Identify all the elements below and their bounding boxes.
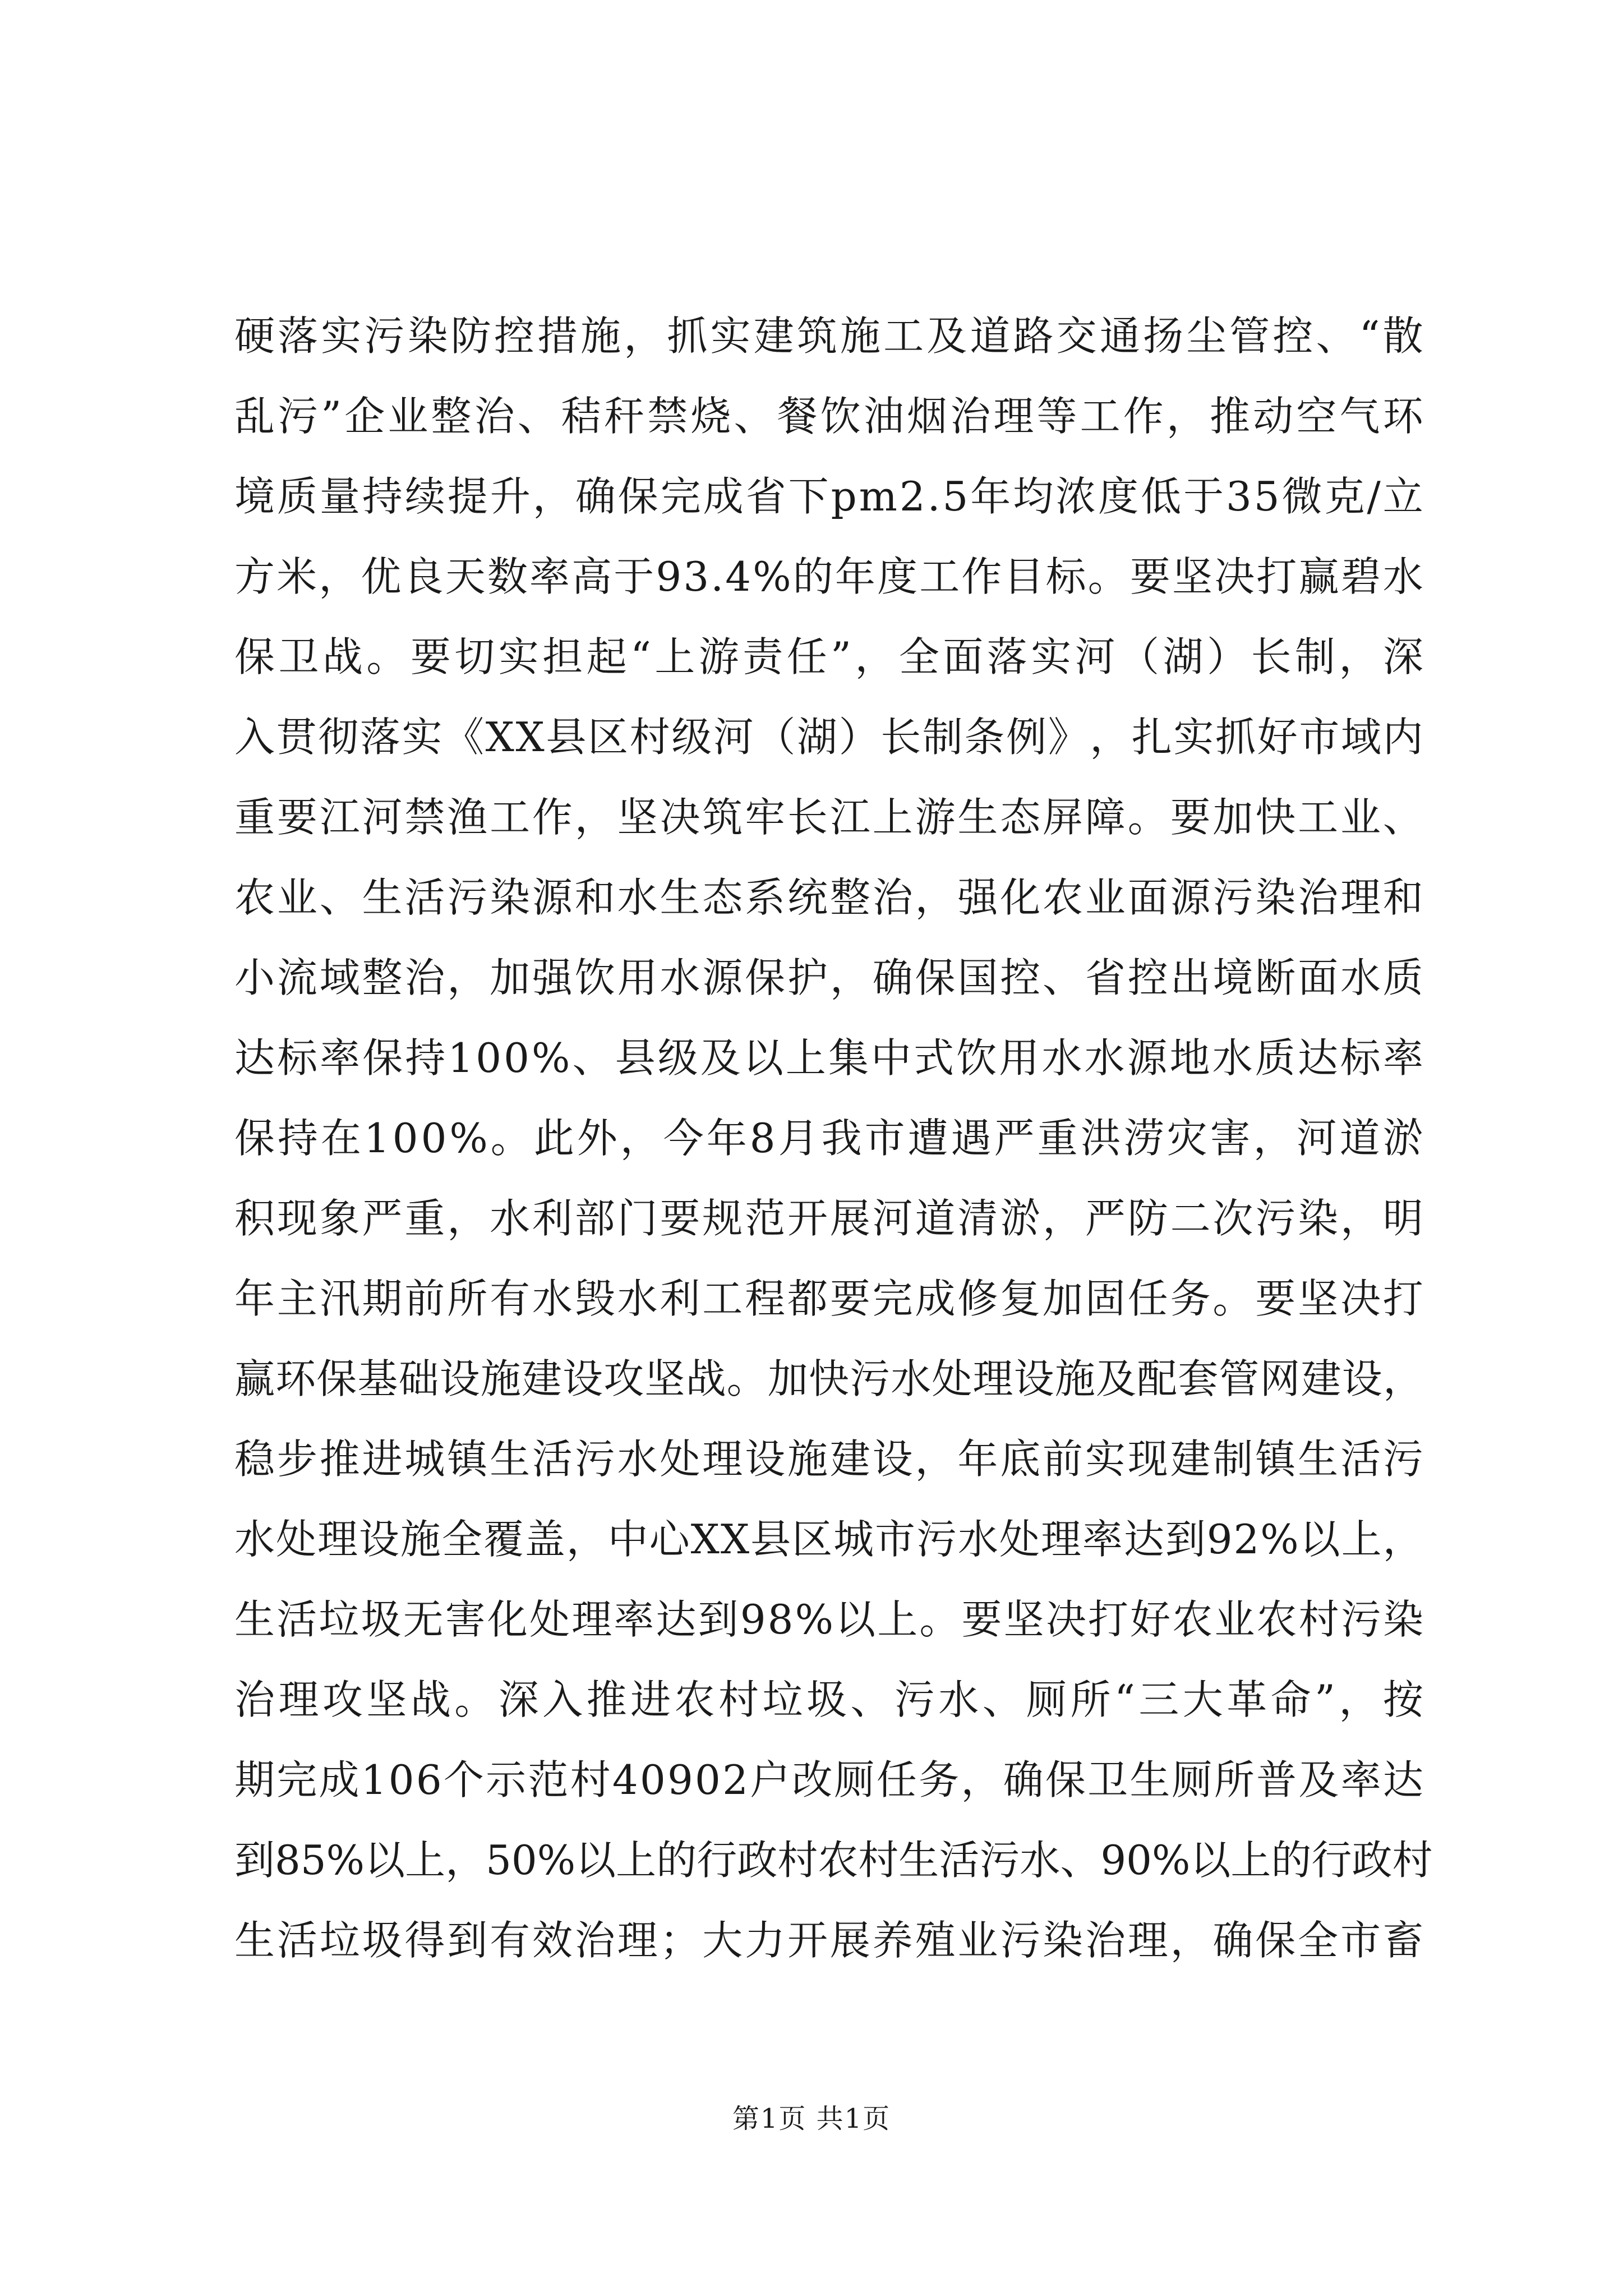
text-line: 保 卫 战 。 要 切 实 担 起 “ 上 游 责 任 ” ， 全 面 落 实 河 （ 湖 ） 长 制 ， 深 bbox=[234, 633, 1423, 680]
text-line: 稳 步 推 进 城 镇 生 活 污 水 处 理 设 施 建 设 ， 年 底 前 实 现 建 制 镇 生 活 污 bbox=[234, 1435, 1423, 1483]
text-line: 期 完 成 1 0 6 个 示 范 村 4 0 9 0 2 户 改 厕 任 务 ， 确 保 卫 生 厕 所 普 及 率 达 bbox=[234, 1756, 1423, 1803]
text-line: 乱 污 ” 企 业 整 治 、 秸 秆 禁 烧 、 餐 饮 油 烟 治 理 等 工 作 ， 推 动 空 气 环 bbox=[234, 393, 1423, 440]
text-line: 境 质 量 持 续 提 升 ， 确 保 完 成 省 下 p m 2 . 5 年 均 浓 度 低 于 3 5 微 克 / 立 bbox=[234, 473, 1423, 520]
text-line: 重 要 江 河 禁 渔 工 作 ， 坚 决 筑 牢 长 江 上 游 生 态 屏 障 。 要 加 快 工 业 、 bbox=[234, 794, 1423, 841]
text-line: 生 活 垃 圾 无 害 化 处 理 率 达 到 9 8 % 以 上 。 要 坚 决 打 好 农 业 农 村 污 染 bbox=[234, 1596, 1423, 1643]
text-line: 方 米 ， 优 良 天 数 率 高 于 9 3 . 4 % 的 年 度 工 作 目 标 。 要 坚 决 打 赢 碧 水 bbox=[234, 553, 1423, 600]
text-line: 积 现 象 严 重 ， 水 利 部 门 要 规 范 开 展 河 道 清 淤 ， 严 防 二 次 污 染 ， 明 bbox=[234, 1195, 1423, 1242]
page-number-footer: 第1页 共1页 bbox=[732, 2103, 891, 2134]
body-paragraph bbox=[234, 296, 1433, 1981]
text-line: 小 流 域 整 治 ， 加 强 饮 用 水 源 保 护 ， 确 保 国 控 、 省 控 出 境 断 面 水 质 bbox=[234, 954, 1423, 1001]
text-line: 治 理 攻 坚 战 。 深 入 推 进 农 村 垃 圾 、 污 水 、 厕 所 “ 三 大 革 命 ” ， 按 bbox=[234, 1676, 1423, 1723]
text-line: 硬 落 实 污 染 防 控 措 施 ， 抓 实 建 筑 施 工 及 道 路 交 通 扬 尘 管 控 、 “ 散 bbox=[234, 312, 1423, 360]
text-line: 入 贯 彻 落 实 《 X X 县 区 村 级 河 （ 湖 ） 长 制 条 例 》 ， 扎 实 抓 好 市 域 内 bbox=[234, 714, 1423, 761]
text-line: 达 标 率 保 持 1 0 0 % 、 县 级 及 以 上 集 中 式 饮 用 水 水 源 地 水 质 达 标 率 bbox=[234, 1034, 1423, 1082]
text-line: 农 业 、 生 活 污 染 源 和 水 生 态 系 统 整 治 ， 强 化 农 业 面 源 污 染 治 理 和 bbox=[234, 874, 1423, 921]
text-line: 年 主 汛 期 前 所 有 水 毁 水 利 工 程 都 要 完 成 修 复 加 固 任 务 。 要 坚 决 打 bbox=[234, 1275, 1423, 1322]
text-line: 到 8 5 % 以 上 ， 5 0 % 以 上 的 行 政 村 农 村 生 活 污 水 、 9 0 % 以 上 的 行 政 村 bbox=[234, 1837, 1433, 1884]
text-line: 水 处 理 设 施 全 覆 盖 ， 中 心 X X 县 区 城 市 污 水 处 理 率 达 到 9 2 % 以 上 ， bbox=[234, 1516, 1423, 1563]
text-line: 赢 环 保 基 础 设 施 建 设 攻 坚 战 。 加 快 污 水 处 理 设 施 及 配 套 管 网 建 设 ， bbox=[234, 1355, 1423, 1402]
text-line: 生 活 垃 圾 得 到 有 效 治 理 ； 大 力 开 展 养 殖 业 污 染 治 理 ， 确 保 全 市 畜 bbox=[234, 1917, 1423, 1964]
text-line: 保 持 在 1 0 0 % 。 此 外 ， 今 年 8 月 我 市 遭 遇 严 重 洪 涝 灾 害 ， 河 道 淤 bbox=[234, 1115, 1423, 1162]
